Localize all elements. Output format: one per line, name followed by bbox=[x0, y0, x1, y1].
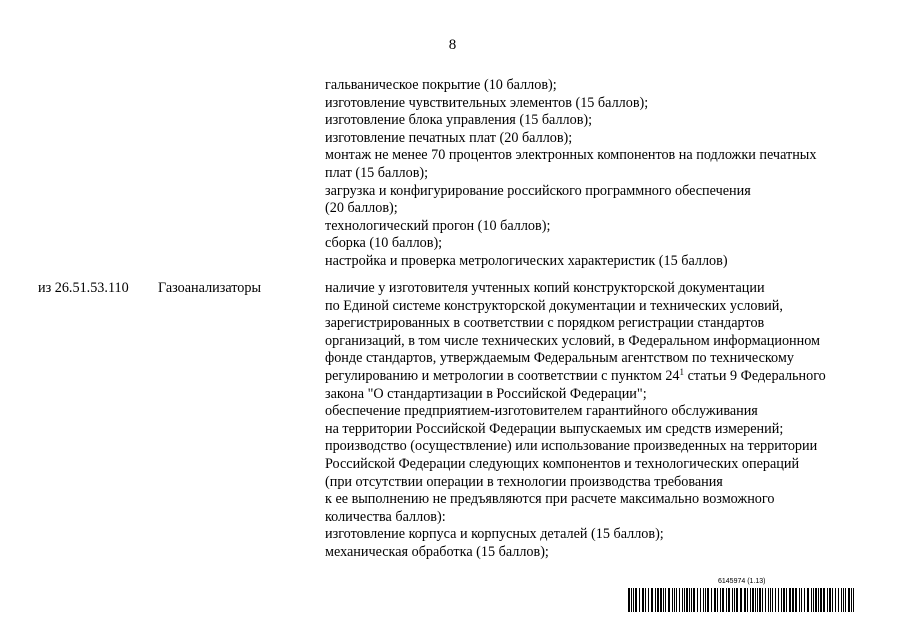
requirement-line: зарегистрированных в соответствии с порядком регистрации стандартов bbox=[325, 315, 765, 332]
list-line: монтаж не менее 70 процентов электронных компонентов на подложки печатных bbox=[325, 147, 817, 164]
list-line: плат (15 баллов); bbox=[325, 164, 429, 181]
okpd-code: из 26.51.53.110 bbox=[38, 280, 129, 296]
requirement-line: механическая обработка (15 баллов); bbox=[325, 543, 549, 560]
barcode-label: 6145974 (1.13) bbox=[718, 578, 766, 585]
requirement-line: наличие у изготовителя учтенных копий конструкторской документации bbox=[325, 280, 765, 296]
requirement-line: обеспечение предприятием-изготовителем гарантийного обслуживания bbox=[325, 403, 758, 420]
requirement-line: организаций, в том числе технических условий, в Федеральном информационном bbox=[325, 332, 821, 349]
list-line: сборка (10 баллов); bbox=[325, 235, 443, 252]
product-name: Газоанализаторы bbox=[158, 280, 262, 296]
requirement-line: (при отсутствии операции в технологии производства требования bbox=[325, 473, 723, 490]
sup-line-before: регулированию и метрологии в соответствии с пунктом 24 bbox=[325, 367, 680, 384]
list-line: изготовление печатных плат (20 баллов); bbox=[325, 129, 573, 146]
requirement-line: Российской Федерации следующих компонентов и технологических операций bbox=[325, 455, 800, 472]
sup-line-after: статьи 9 Федерального bbox=[684, 367, 826, 384]
list-line: изготовление чувствительных элементов (15 баллов); bbox=[325, 94, 649, 111]
list-line: (20 баллов); bbox=[325, 200, 398, 217]
page-number: 8 bbox=[448, 37, 457, 53]
list-line: технологический прогон (10 баллов); bbox=[325, 217, 551, 234]
requirement-line: количества баллов): bbox=[325, 508, 446, 525]
requirement-line: по Единой системе конструкторской документации и технических условий, bbox=[325, 297, 783, 314]
list-line: загрузка и конфигурирование российского программного обеспечения bbox=[325, 182, 751, 199]
component-list-continued bbox=[325, 77, 816, 271]
requirement-line: производство (осуществление) или использование произведенных на территории bbox=[325, 438, 818, 455]
requirement-line: на территории Российской Федерации выпускаемых им средств измерений; bbox=[325, 420, 784, 437]
list-line: настройка и проверка метрологических характеристик (15 баллов) bbox=[325, 252, 728, 269]
requirement-line: к ее выполнению не предъявляются при расчете максимально возможного bbox=[325, 491, 775, 508]
footnote-superscript: 1 bbox=[679, 366, 685, 377]
requirement-line: изготовление корпуса и корпусных деталей (15 баллов); bbox=[325, 526, 664, 543]
requirement-line: закона "О стандартизации в Российской Федерации"; bbox=[325, 385, 647, 402]
requirement-line-with-footnote bbox=[325, 368, 826, 386]
list-line: гальваническое покрытие (10 баллов); bbox=[325, 77, 557, 93]
requirement-line: фонде стандартов, утверждаемым Федеральным агентством по техническому bbox=[325, 350, 794, 367]
requirements-text bbox=[325, 280, 826, 562]
list-line: изготовление блока управления (15 баллов); bbox=[325, 112, 593, 129]
barcode-image bbox=[628, 588, 856, 612]
